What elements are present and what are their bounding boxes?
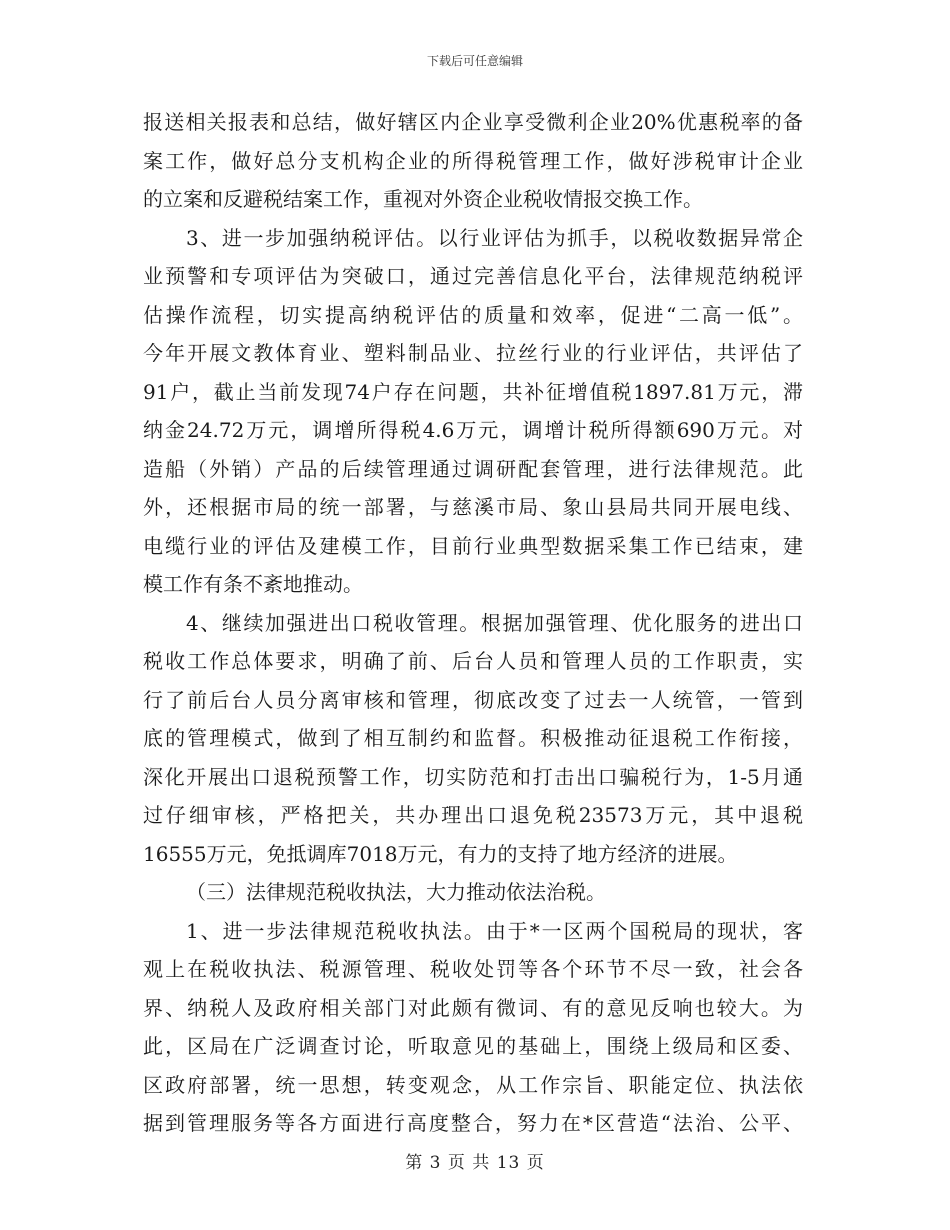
- text-line: 91户，截止当前发现74户存在问题，共补征增值税1897.81万元，滞: [143, 379, 803, 404]
- text-line: 的立案和反避税结案工作，重视对外资企业税收情报交换工作。: [143, 187, 703, 211]
- document-body: [143, 103, 803, 1143]
- text-line: 外，还根据市局的统一部署，与慈溪市局、象山县局共同开展电线、: [143, 495, 803, 519]
- text-line: 4、继续加强进出口税收管理。根据加强管理、优化服务的进出口: [186, 610, 803, 635]
- text-line: 电缆行业的评估及建模工作，目前行业典型数据采集工作已结束，建: [143, 533, 803, 558]
- text-line: 区政府部署，统一思想，转变观念，从工作宗旨、职能定位、执法依: [143, 1072, 803, 1097]
- page-header: 下载后可任意编辑: [426, 54, 523, 68]
- section-heading: （三）法律规范税收执法，大力推动依法治税。: [186, 880, 606, 904]
- text-line: 3、进一步加强纳税评估。以行业评估为抓手，以税收数据异常企: [186, 225, 803, 250]
- text-line: 估操作流程，切实提高纳税评估的质量和效率，促进“二高一低”。: [143, 302, 803, 327]
- text-line: 界、纳税人及政府相关部门对此颇有微词、有的意见反响也较大。为: [143, 995, 803, 1020]
- text-line: 据到管理服务等各方面进行高度整合，努力在*区营造“法治、公平、: [143, 1111, 803, 1135]
- text-line: 纳金24.72万元，调增所得税4.6万元，调增计税所得额690万元。对: [143, 418, 803, 442]
- text-line: 模工作有条不紊地推动。: [143, 572, 363, 596]
- text-line: 1、进一步法律规范税收执法。由于*一区两个国税局的现状，客: [186, 918, 803, 943]
- text-line: 业预警和专项评估为突破口，通过完善信息化平台，法律规范纳税评: [143, 264, 803, 288]
- text-line: 报送相关报表和总结，做好辖区内企业享受微利企业20%优惠税率的备: [143, 110, 803, 134]
- text-line: 造船（外销）产品的后续管理通过调研配套管理，进行法律规范。此: [143, 456, 803, 481]
- text-line: 今年开展文教体育业、塑料制品业、拉丝行业的行业评估，共评估了: [143, 341, 803, 365]
- text-line: 过仔细审核，严格把关，共办理出口退免税23573万元，其中退税: [143, 803, 803, 827]
- text-line: 观上在税收执法、税源管理、税收处罚等各个环节不尽一致，社会各: [143, 957, 803, 981]
- text-line: 深化开展出口退税预警工作，切实防范和打击出口骗税行为，1-5月通: [143, 764, 803, 789]
- text-line: 案工作，做好总分支机构企业的所得税管理工作，做好涉税审计企业: [143, 148, 803, 173]
- text-line: 此，区局在广泛调查讨论，听取意见的基础上，围绕上级局和区委、: [143, 1034, 803, 1058]
- text-line: 底的管理模式，做到了相互制约和监督。积极推动征退税工作衔接，: [143, 726, 803, 750]
- page-footer: 第 3 页 共 13 页: [405, 1153, 545, 1173]
- text-line: 税收工作总体要求，明确了前、后台人员和管理人员的工作职责，实: [143, 649, 803, 673]
- text-line: 16555万元，免抵调库7018万元，有力的支持了地方经济的进展。: [143, 841, 738, 866]
- text-line: 行了前后台人员分离审核和管理，彻底改变了过去一人统管，一管到: [143, 687, 803, 712]
